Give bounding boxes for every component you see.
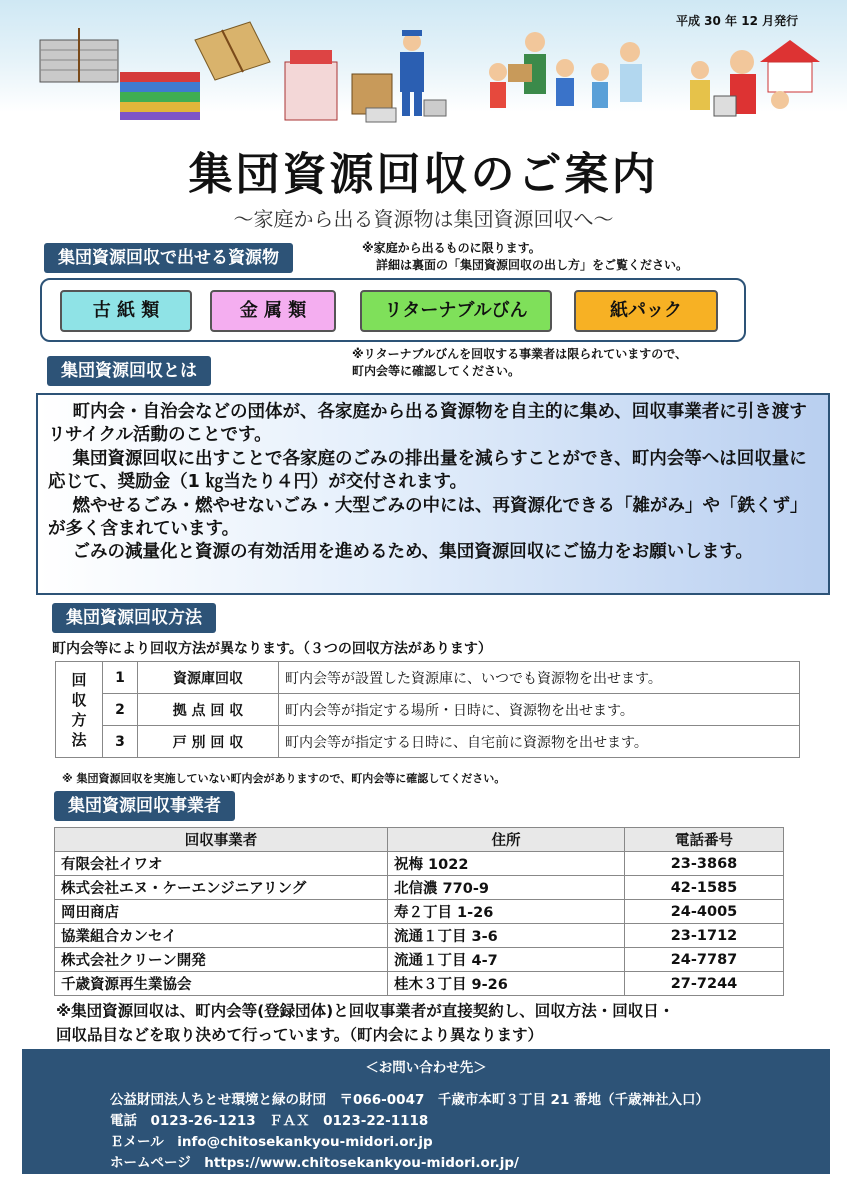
magazine-stack-icon [120, 72, 200, 120]
vendor-address: 流通１丁目 3-6 [388, 924, 625, 948]
about-text [48, 401, 822, 565]
column-header: 電話番号 [625, 828, 784, 852]
resources-box [40, 278, 746, 342]
worker-icon [400, 30, 446, 116]
method-number: 2 [103, 694, 138, 726]
column-header: 住所 [388, 828, 625, 852]
table-header-row [55, 828, 784, 852]
paper-bag-icon [285, 50, 337, 120]
column-header: 回収事業者 [55, 828, 388, 852]
method-number: 1 [103, 662, 138, 694]
vendor-address: 寿２丁目 1-26 [388, 900, 625, 924]
vendor-phone: 27-7244 [625, 972, 784, 996]
method-number: 3 [103, 726, 138, 758]
table-row [55, 948, 784, 972]
issue-date: 平成 30 年 12 月発行 [676, 14, 799, 28]
resource-item [574, 290, 718, 332]
table-row [55, 852, 784, 876]
vendor-phone: 23-1712 [625, 924, 784, 948]
vendor-name: 株式会社クリーン開発 [55, 948, 388, 972]
table-row [56, 662, 800, 694]
vendor-phone: 24-4005 [625, 900, 784, 924]
contact-organization: 公益財団法人ちとせ環境と緑の財団 〒066-0047 千歳市本町３丁目 21 番地（千歳神社入口） [110, 1092, 710, 1108]
table-row [55, 924, 784, 948]
methods-intro: 町内会等により回収方法が異なります。（３つの回収方法があります） [52, 641, 492, 657]
vendor-phone: 23-3868 [625, 852, 784, 876]
resources-heading: 集団資源回収で出せる資源物 [44, 243, 293, 273]
contact-website: ホームページ https://www.chitosekankyou-midori.or.jp/ [110, 1155, 519, 1171]
contact-box [22, 1049, 830, 1174]
vendor-name: 岡田商店 [55, 900, 388, 924]
newspaper-bundle-icon [40, 28, 118, 82]
vendor-name: 株式会社エヌ・ケーエンジニアリング [55, 876, 388, 900]
resources-note-1: ※家庭から出るものに限ります。 [362, 241, 541, 255]
method-name: 拠 点 回 収 [138, 694, 279, 726]
community-house-icon [690, 40, 820, 116]
table-row [55, 900, 784, 924]
methods-side-label [56, 662, 103, 758]
method-name: 資源庫回収 [138, 662, 279, 694]
vendor-address: 流通１丁目 4-7 [388, 948, 625, 972]
bottle-note-1: ※リターナブルびんを回収する事業者は限られていますので、 [352, 347, 687, 361]
table-row [56, 726, 800, 758]
contact-email: Ｅメール info@chitosekankyou-midori.or.jp [110, 1134, 433, 1150]
vendor-phone: 24-7787 [625, 948, 784, 972]
resource-item [360, 290, 552, 332]
vendors-note-2: 回収品目などを取り決めて行っています。（町内会により異なります） [56, 1026, 544, 1044]
page-subtitle: ～家庭から出る資源物は集団資源回収へ～ [233, 207, 614, 231]
method-desc: 町内会等が指定する場所・日時に、資源物を出せます。 [279, 694, 800, 726]
methods-side-label-text: 回収方法 [71, 670, 87, 749]
vendors-table [54, 827, 784, 996]
method-name: 戸 別 回 収 [138, 726, 279, 758]
resource-item [210, 290, 336, 332]
contact-heading: ＜お問い合わせ先＞ [365, 1060, 487, 1076]
resource-item-label: 紙パック [610, 300, 682, 321]
page-title: 集団資源回収のご案内 [188, 149, 659, 200]
vendors-heading: 集団資源回収事業者 [54, 791, 235, 821]
vendor-name: 協業組合カンセイ [55, 924, 388, 948]
resource-item-label: 古 紙 類 [92, 300, 160, 321]
methods-note: ※ 集団資源回収を実施していない町内会がありますので、町内会等に確認してください。 [62, 772, 506, 785]
about-box [36, 393, 830, 595]
resource-item-label: リターナブルびん [384, 300, 528, 321]
vendor-address: 北信濃 770-9 [388, 876, 625, 900]
about-paragraph: 町内会・自治会などの団体が、各家庭から出る資源物を自主的に集め、回収事業者に引き渡すリサイクル活動のことです。 [48, 402, 807, 446]
vendor-address: 祝梅 1022 [388, 852, 625, 876]
about-paragraph: ごみの減量化と資源の有効活用を進めるため、集団資源回収にご協力をお願いします。 [72, 542, 753, 563]
methods-heading: 集団資源回収方法 [52, 603, 216, 633]
resources-note-2: 詳細は裏面の「集団資源回収の出し方」をご覧ください。 [376, 258, 689, 272]
resource-item [60, 290, 192, 332]
resource-item-label: 金 属 類 [239, 300, 307, 321]
vendor-name: 有限会社イワオ [55, 852, 388, 876]
about-heading: 集団資源回収とは [47, 356, 211, 386]
vendor-phone: 42-1585 [625, 876, 784, 900]
bottle-note-2: 町内会等に確認してください。 [352, 364, 521, 378]
boxes-icon [352, 74, 396, 122]
method-desc: 町内会等が設置した資源庫に、いつでも資源物を出せます。 [279, 662, 800, 694]
methods-table [55, 661, 800, 758]
table-row [55, 876, 784, 900]
cardboard-bundle-icon [195, 22, 270, 80]
about-paragraph: 燃やせるごみ・燃やせないごみ・大型ごみの中には、再資源化できる「雑がみ」や「鉄くず」が多く含まれています。 [48, 495, 808, 540]
vendor-address: 桂木３丁目 9-26 [388, 972, 625, 996]
about-paragraph: 集団資源回収に出すことで各家庭のごみの排出量を減らすことができ、町内会等へは回収量に応じて、奨励金（1 ㎏当たり４円）が交付されます。 [48, 448, 807, 493]
vendor-name: 千歳資源再生業協会 [55, 972, 388, 996]
vendors-note-1: ※集団資源回収は、町内会等(登録団体)と回収事業者が直接契約し、回収方法・回収日・ [56, 1002, 675, 1020]
table-row [56, 694, 800, 726]
family-carrying-recyclables-icon [489, 32, 642, 108]
contact-phone-fax: 電話 0123-26-1213 ＦＡＸ 0123-22-1118 [110, 1113, 429, 1129]
table-row [55, 972, 784, 996]
method-desc: 町内会等が指定する日時に、自宅前に資源物を出せます。 [279, 726, 800, 758]
